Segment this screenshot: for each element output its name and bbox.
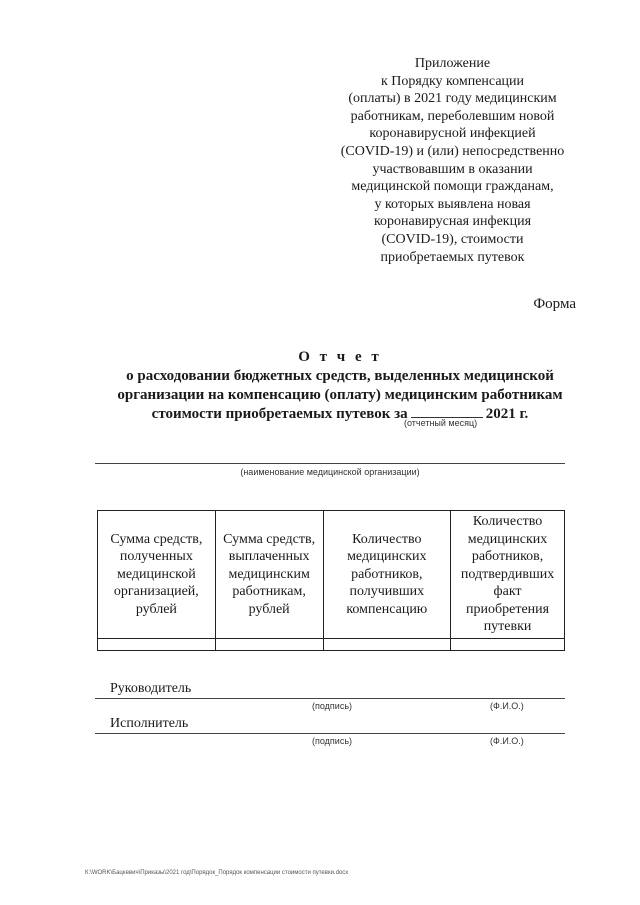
appendix-line: работникам, переболевшим новой bbox=[350, 108, 555, 124]
table-cell[interactable] bbox=[215, 638, 323, 650]
appendix-line: приобретаемых путевок bbox=[380, 249, 525, 265]
form-label: Форма bbox=[533, 296, 576, 312]
table-header-row bbox=[98, 511, 565, 639]
org-name-field[interactable] bbox=[95, 463, 565, 464]
appendix-line: к Порядку компенсации bbox=[380, 73, 525, 89]
report-title-block bbox=[40, 348, 640, 424]
appendix-line: коронавирусной инфекцией bbox=[369, 126, 536, 142]
table-cell[interactable] bbox=[98, 638, 216, 650]
appendix-line: (COVID-19), стоимости bbox=[381, 231, 524, 247]
month-blank-field[interactable] bbox=[411, 405, 483, 418]
appendix-header bbox=[310, 55, 595, 266]
appendix-line: (COVID-19) и (или) непосредственно bbox=[340, 143, 565, 159]
table-header-cell: Сумма средств, полученных медицинской организацией, рублей bbox=[98, 511, 216, 639]
appendix-line: участвовавшим в оказании bbox=[372, 161, 533, 177]
head-label: Руководитель bbox=[110, 681, 192, 696]
org-note: (наименование медицинской организации) bbox=[240, 467, 420, 477]
appendix-line: коронавирусная инфекция bbox=[373, 214, 532, 230]
report-title: О т ч е т bbox=[298, 349, 382, 365]
table-header-cell: Количество медицинских работников, подтвердивших факт приобретения путевки bbox=[451, 511, 565, 639]
table-cell[interactable] bbox=[323, 638, 451, 650]
report-title-suffix: 2021 г. bbox=[485, 406, 529, 422]
report-title-line: организации на компенсацию (оплату) медицинским работникам bbox=[117, 387, 563, 403]
head-signature-line[interactable] bbox=[95, 698, 565, 699]
table-header-cell: Сумма средств, выплаченных медицинским работникам, рублей bbox=[215, 511, 323, 639]
executor-name-note: (Ф.И.О.) bbox=[490, 736, 524, 746]
report-title-line: о расходовании бюджетных средств, выделенных медицинской bbox=[126, 368, 554, 384]
head-sign-note: (подпись) bbox=[312, 701, 353, 711]
report-title-line-3 bbox=[40, 405, 640, 424]
executor-label: Исполнитель bbox=[110, 716, 189, 731]
table-row bbox=[98, 638, 565, 650]
head-name-note: (Ф.И.О.) bbox=[490, 701, 524, 711]
appendix-line: Приложение bbox=[414, 56, 491, 71]
report-table bbox=[97, 510, 565, 651]
file-path-footer: К:\WORK\Бацкевич\Приказы\2021 год\Порядок_Порядок компенсации стоимости путевки.docx bbox=[85, 870, 349, 876]
executor-sign-note: (подпись) bbox=[312, 736, 353, 746]
appendix-line: (оплаты) в 2021 году медицинским bbox=[348, 91, 557, 107]
appendix-line: медицинской помощи гражданам, bbox=[351, 179, 554, 195]
appendix-line: у которых выявлена новая bbox=[374, 196, 531, 212]
table-header-cell: Количество медицинских работников, получивших компенсацию bbox=[323, 511, 451, 639]
month-note: (отчетный месяц) bbox=[404, 418, 478, 428]
executor-signature-line[interactable] bbox=[95, 733, 565, 734]
table-cell[interactable] bbox=[451, 638, 565, 650]
report-title-prefix: стоимости приобретаемых путевок за bbox=[151, 406, 408, 422]
